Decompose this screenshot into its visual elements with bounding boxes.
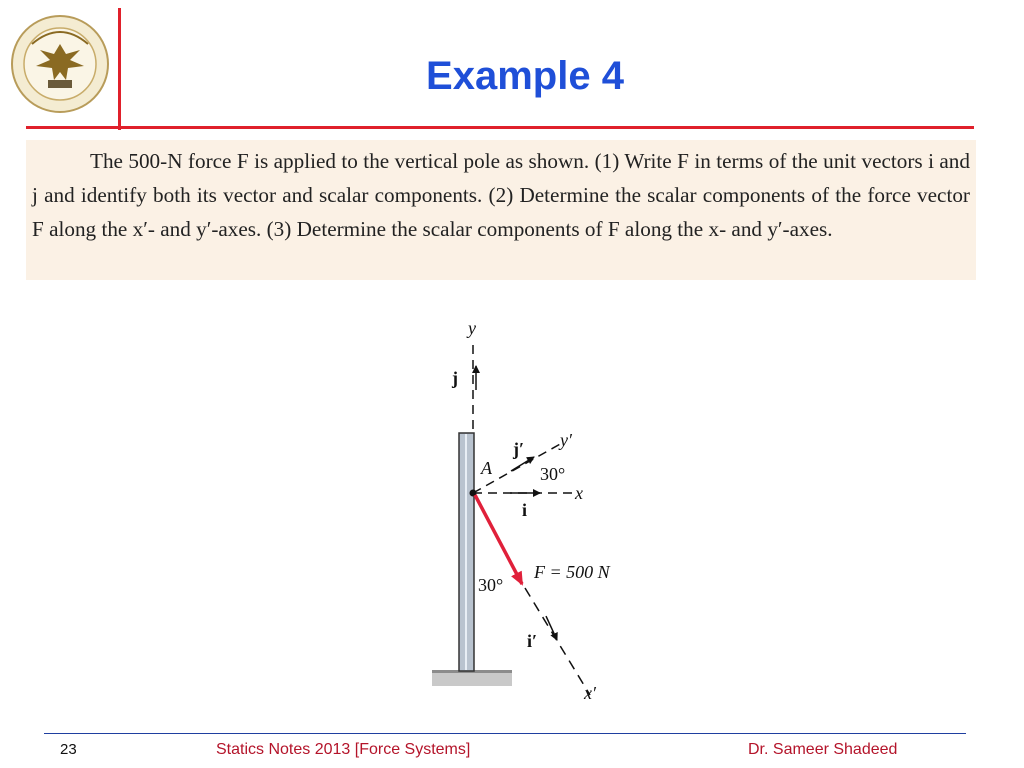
force-label: F = 500 N: [534, 562, 610, 582]
y-axis-label: y: [468, 318, 476, 338]
y-prime-label: y′: [560, 430, 572, 450]
point-a-label: A: [481, 458, 492, 478]
force-vector: [475, 495, 522, 584]
footer-author: Dr. Sameer Shadeed: [748, 741, 898, 758]
footer-rule: [44, 733, 966, 734]
j-label: j: [452, 368, 458, 388]
x-prime-label: x′: [584, 683, 596, 703]
j-prime-unit-vector: [511, 457, 534, 471]
slide-title: Example 4: [426, 54, 624, 98]
problem-text: The 500-N force F is applied to the vertical pole as shown. (1) Write F in terms of the unit vectors i and j and identify both its vector and scalar components. (2) Determine the scalar components of the force vector F along the x′- and y′-axes. (3) Determine the scalar components of F along the x- and y′-axes.: [32, 149, 970, 241]
x-axis-label: x: [575, 483, 583, 503]
angle-bottom-label: 30°: [478, 575, 504, 595]
i-label: i: [522, 500, 528, 520]
footer-course-title: Statics Notes 2013 [Force Systems]: [216, 741, 471, 758]
angle-top-label: 30°: [540, 464, 566, 484]
page-number: 23: [60, 741, 77, 758]
i-prime-label: i′: [527, 631, 538, 651]
i-prime-unit-vector: [546, 616, 557, 640]
j-prime-label: j′: [513, 439, 525, 459]
